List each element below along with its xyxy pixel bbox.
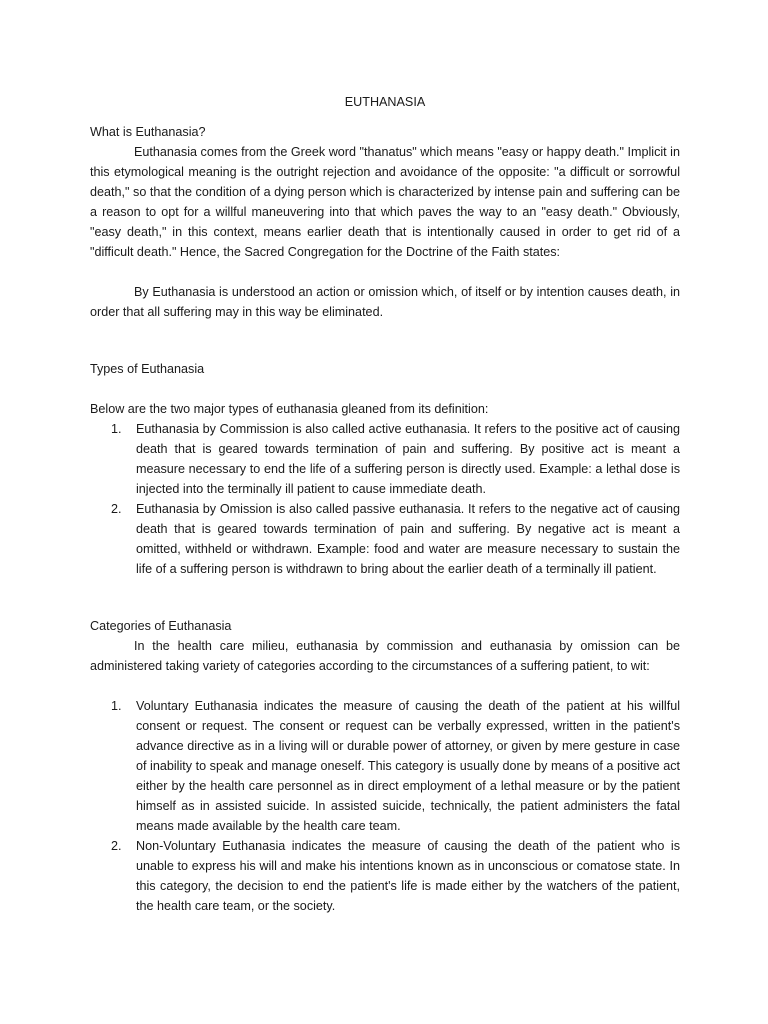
document-title: EUTHANASIA [344, 95, 426, 109]
section-heading-categories: Categories of Euthanasia [90, 619, 232, 633]
spacer [90, 262, 680, 282]
document-page [90, 92, 680, 916]
list-number: 1. [111, 422, 122, 436]
list-text: Voluntary Euthanasia indicates the measure of causing the death of the patient at his willful consent or request. The consent or request can be verbally expressed, written in the patient's advance directive as in a living will or durable power of attorney, or given by mere gesture in case of inability to speak and manage oneself. This category is usually done by means of a positive act either by the health care personnel as in direct employment of a lethal measure or by the patient himself as in assisted suicide. In assisted suicide, technically, the patient administers the fatal means made available by the health care team. [136, 699, 680, 833]
spacer [90, 379, 680, 399]
spacer [90, 579, 680, 616]
list-number: 2. [111, 502, 122, 516]
list-text: Non-Voluntary Euthanasia indicates the measure of causing the death of the patient who is unable to express his will and make his intentions known as in unconscious or comatose state. In this category, the decision to end the patient's life is made either by the watchers of the patient, the health care team, or the society. [136, 839, 680, 913]
list-item [90, 836, 680, 916]
list-number: 2. [111, 839, 122, 853]
spacer [90, 322, 680, 359]
list-text: Euthanasia by Omission is also called passive euthanasia. It refers to the negative act of causing death that is geared towards termination of pain and suffering. By negative act is meant a omitted, withheld or withdrawn. Example: food and water are measure necessary to sustain the life of a suffering person is withdrawn to bring about the earlier death of a terminally ill patient. [136, 502, 680, 576]
list-text: Euthanasia by Commission is also called active euthanasia. It refers to the positive act of causing death that is geared towards termination of pain and suffering. By positive act is meant a measure necessary to end the life of a suffering person is directly used. Example: a lethal dose is injected into the terminally ill patient to cause immediate death. [136, 422, 680, 496]
list-number: 1. [111, 699, 122, 713]
categories-intro: In the health care milieu, euthanasia by commission and euthanasia by omission can be administered taking variety of categories according to the circumstances of a suffering patient, to wit: [90, 639, 680, 673]
section-heading-types: Types of Euthanasia [90, 362, 205, 376]
list-item [90, 499, 680, 579]
categories-list [90, 696, 680, 916]
list-item [90, 419, 680, 499]
definition-paragraph: Euthanasia comes from the Greek word "thanatus" which means "easy or happy death." Implicit in this etymological meaning is the outright rejection and avoidance of the opposite: "a difficult or sorrowful death," so that the condition of a dying person which is characterized by intense pain and suffering can be a reason to opt for a willful maneuvering into that which paves the way to an "easy death." Obviously, "easy death," in this context, means earlier death that is intentionally caused in order to get rid of a "difficult death." Hence, the Sacred Congregation for the Doctrine of the Faith states: [90, 145, 680, 259]
types-list [90, 419, 680, 579]
types-intro: Below are the two major types of euthanasia gleaned from its definition: [90, 402, 489, 416]
list-item [90, 696, 680, 836]
spacer [90, 676, 680, 696]
quote-paragraph: By Euthanasia is understood an action or omission which, of itself or by intention causes death, in order that all suffering may in this way be eliminated. [90, 285, 680, 319]
section-heading-what-is: What is Euthanasia? [90, 125, 206, 139]
